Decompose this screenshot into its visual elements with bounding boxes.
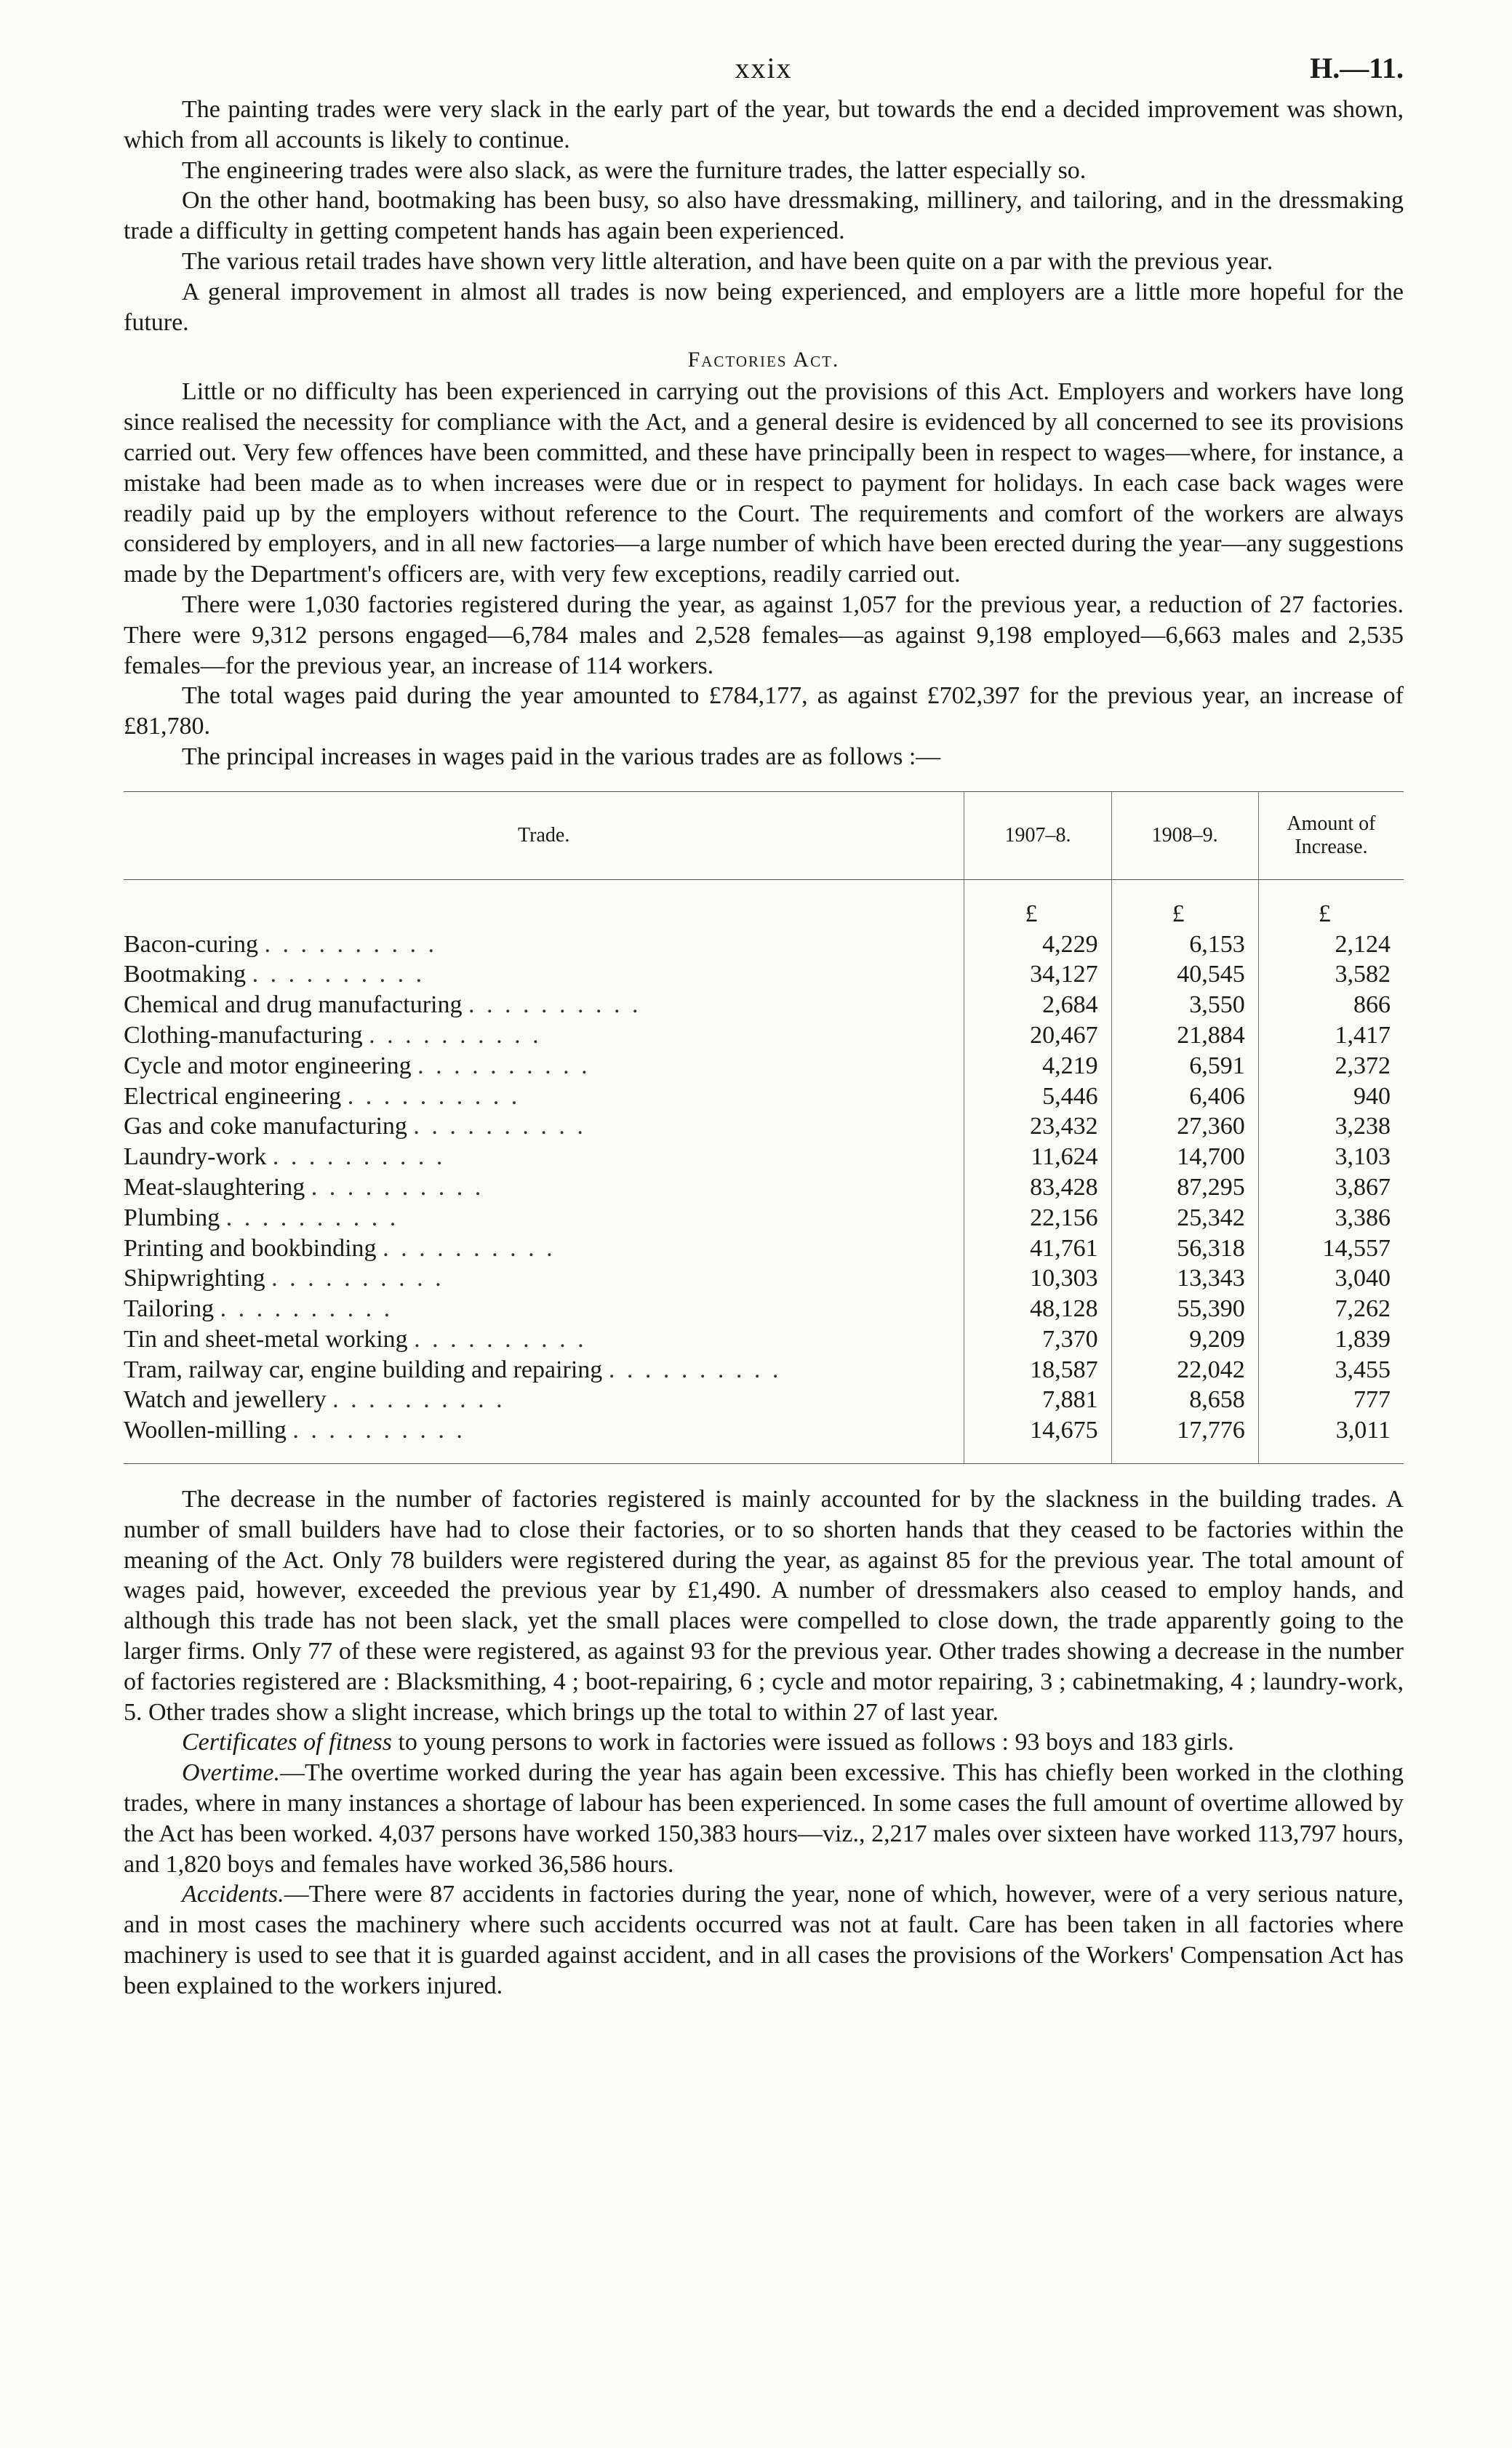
value-1907-8: 4,229 <box>964 929 1111 960</box>
trade-cell <box>124 990 964 1020</box>
header-1907-8: 1907–8. <box>964 791 1111 879</box>
paragraph-lead: Accidents. <box>182 1881 284 1908</box>
unit-increase: £ <box>1258 879 1404 929</box>
trade-cell <box>124 1051 964 1081</box>
trade-name: Laundry-work <box>124 1143 267 1171</box>
value-1907-8: 7,881 <box>964 1385 1111 1415</box>
trade-name: Bacon-curing <box>124 930 259 958</box>
value-1907-8: 41,761 <box>964 1233 1111 1264</box>
value-1908-9: 3,550 <box>1111 990 1258 1020</box>
value-1907-8: 11,624 <box>964 1142 1111 1172</box>
table-row <box>124 1263 1404 1294</box>
header-1908-9: 1908–9. <box>1111 791 1258 879</box>
trade-name: Clothing-manufacturing <box>124 1021 363 1049</box>
paragraph-lead: Certificates of fitness <box>182 1729 392 1756</box>
trade-cell <box>124 1415 964 1463</box>
value-1908-9: 21,884 <box>1111 1020 1258 1051</box>
paragraph <box>124 1727 1404 1758</box>
value-1908-9: 8,658 <box>1111 1385 1258 1415</box>
table-row <box>124 929 1404 960</box>
value-1908-9: 27,360 <box>1111 1111 1258 1142</box>
page-code: H.—11. <box>1310 52 1404 84</box>
units-spacer <box>124 879 964 929</box>
dot-leader: . . . . . . . . . . <box>271 1265 444 1292</box>
dot-leader: . . . . . . . . . . <box>468 991 641 1019</box>
value-1907-8: 5,446 <box>964 1081 1111 1112</box>
table-row <box>124 1081 1404 1112</box>
unit-1908-9: £ <box>1111 879 1258 929</box>
dot-leader: . . . . . . . . . . <box>414 1325 587 1353</box>
dot-leader: . . . . . . . . . . <box>220 1295 393 1323</box>
value-increase: 3,040 <box>1258 1263 1404 1294</box>
trade-cell <box>124 1294 964 1324</box>
value-1908-9: 9,209 <box>1111 1324 1258 1355</box>
dot-leader: . . . . . . . . . . <box>332 1386 505 1414</box>
header-trade: Trade. <box>124 791 964 879</box>
value-1907-8: 22,156 <box>964 1203 1111 1233</box>
paragraph-text: to young persons to work in factories were issued as follows : 93 boys and 183 girls. <box>391 1729 1234 1756</box>
trade-cell <box>124 1385 964 1415</box>
value-1907-8: 4,219 <box>964 1051 1111 1081</box>
value-1907-8: 7,370 <box>964 1324 1111 1355</box>
value-increase: 3,386 <box>1258 1203 1404 1233</box>
trade-name: Bootmaking <box>124 961 247 988</box>
trade-name: Watch and jewellery <box>124 1386 327 1414</box>
table-row <box>124 1203 1404 1233</box>
trade-name: Gas and coke manufacturing <box>124 1113 407 1140</box>
value-1907-8: 48,128 <box>964 1294 1111 1324</box>
wages-table <box>124 791 1404 1464</box>
paragraph <box>124 1879 1404 2001</box>
table-row <box>124 1142 1404 1172</box>
dot-leader: . . . . . . . . . . <box>272 1143 446 1171</box>
trade-name: Plumbing <box>124 1204 220 1231</box>
trade-cell <box>124 1172 964 1203</box>
header-increase: Amount of Increase. <box>1258 791 1404 879</box>
value-1908-9: 14,700 <box>1111 1142 1258 1172</box>
trade-cell <box>124 1081 964 1112</box>
trade-cell <box>124 1324 964 1355</box>
table-row <box>124 1415 1404 1463</box>
dot-leader: . . . . . . . . . . <box>413 1113 586 1140</box>
trade-cell <box>124 1142 964 1172</box>
value-1907-8: 20,467 <box>964 1020 1111 1051</box>
page-number: xxix <box>735 52 793 84</box>
dot-leader: . . . . . . . . . . <box>292 1417 465 1444</box>
page-header <box>124 51 1404 95</box>
value-1908-9: 40,545 <box>1111 959 1258 990</box>
trade-cell <box>124 1020 964 1051</box>
dot-leader: . . . . . . . . . . <box>608 1356 782 1383</box>
trade-name: Electrical engineering <box>124 1082 342 1110</box>
value-1908-9: 13,343 <box>1111 1263 1258 1294</box>
table-row <box>124 1294 1404 1324</box>
trade-name: Chemical and drug manufacturing <box>124 991 463 1019</box>
paragraph: The engineering trades were also slack, as were the furniture trades, the latter especially so. <box>182 156 1087 184</box>
value-1908-9: 25,342 <box>1111 1203 1258 1233</box>
trade-name: Tin and sheet-metal working <box>124 1325 408 1353</box>
paragraph <box>124 1758 1404 1879</box>
value-increase: 3,011 <box>1258 1415 1404 1463</box>
value-increase: 3,582 <box>1258 959 1404 990</box>
trade-cell <box>124 1111 964 1142</box>
table-row <box>124 1233 1404 1264</box>
table-body <box>124 879 1404 1463</box>
value-increase: 940 <box>1258 1081 1404 1112</box>
trade-cell <box>124 1355 964 1385</box>
paragraph: The principal increases in wages paid in the various trades are as follows :— <box>182 743 941 770</box>
value-increase: 7,262 <box>1258 1294 1404 1324</box>
value-increase: 14,557 <box>1258 1233 1404 1264</box>
value-1908-9: 6,591 <box>1111 1051 1258 1081</box>
paragraph: The various retail trades have shown very little alteration, and have been quite on a par with the previous year. <box>182 247 1273 275</box>
value-increase: 777 <box>1258 1385 1404 1415</box>
unit-1907-8: £ <box>964 879 1111 929</box>
table-row <box>124 1385 1404 1415</box>
value-1907-8: 23,432 <box>964 1111 1111 1142</box>
trade-cell <box>124 1203 964 1233</box>
value-1908-9: 55,390 <box>1111 1294 1258 1324</box>
table-row <box>124 959 1404 990</box>
table-row <box>124 1172 1404 1203</box>
section-heading: Factories Act. <box>687 348 840 372</box>
paragraph: The total wages paid during the year amounted to £784,177, as against £702,397 for the previous year, an increase of £81,780. <box>124 682 1404 740</box>
dot-leader: . . . . . . . . . . <box>417 1052 591 1079</box>
table-row <box>124 1051 1404 1081</box>
value-1908-9: 6,406 <box>1111 1081 1258 1112</box>
paragraph: On the other hand, bootmaking has been busy, so also have dressmaking, millinery, and tailoring, and in the dressmaking trade a difficulty in getting competent hands has again been experienced. <box>124 187 1404 245</box>
trade-cell <box>124 929 964 960</box>
value-1907-8: 34,127 <box>964 959 1111 990</box>
paragraph-text: —The overtime worked during the year has again been excessive. This has chiefly been worked in the clothing trades, where in many instances a shortage of labour has been experienced. In some cases the full amount of overtime allowed by the Act has been worked. 4,037 persons have worked 150,383 hours—viz., 2,217 males over sixteen have worked 113,797 hours, and 1,820 boys and females have worked 36,586 hours. <box>124 1759 1404 1878</box>
paragraph-text: —There were 87 accidents in factories during the year, none of which, however, were of a very serious nature, and in most cases the machinery where such accidents occurred was not at fault. Care has been taken in all factories where machinery is used to see that it is guarded against accident, and in all cases the provisions of the Workers' Compensation Act has been explained to the workers injured. <box>124 1881 1404 1999</box>
value-increase: 3,103 <box>1258 1142 1404 1172</box>
paragraph: A general improvement in almost all trades is now being experienced, and employers are a little more hopeful for the future. <box>124 278 1404 336</box>
value-1908-9: 87,295 <box>1111 1172 1258 1203</box>
table-row <box>124 1020 1404 1051</box>
value-increase: 3,238 <box>1258 1111 1404 1142</box>
paragraph: There were 1,030 factories registered during the year, as against 1,057 for the previous year, a reduction of 27 factories. There were 9,312 persons engaged—6,784 males and 2,528 females—as against 9,198 employed—6,663 males and 2,535 females—for the previous year, an increase of 114 workers. <box>124 591 1404 679</box>
paragraph: Little or no difficulty has been experienced in carrying out the provisions of this Act. Employers and workers have long since realised the necessity for compliance with the Act, and a general desire is evidenced by all concerned to see its provisions carried out. Very few offences have been committed, and these have principally been in respect to wages—where, for instance, a mistake had been made as to when increases were due or in respect to payment for holidays. In each case back wages were readily paid up by the employers without reference to the Court. The requirements and comfort of the workers are always considered by employers, and in all new factories—a large number of which have been erected during the year—any suggestions made by the Department's officers are, with very few exceptions, readily carried out. <box>124 378 1404 588</box>
value-1907-8: 18,587 <box>964 1355 1111 1385</box>
closing-section <box>124 1484 1404 2001</box>
value-1908-9: 56,318 <box>1111 1233 1258 1264</box>
dot-leader: . . . . . . . . . . <box>225 1204 399 1231</box>
value-increase: 866 <box>1258 990 1404 1020</box>
paragraph: The painting trades were very slack in the early part of the year, but towards the end a decided improvement was shown, which from all accounts is likely to continue. <box>124 96 1404 153</box>
dot-leader: . . . . . . . . . . <box>311 1173 484 1201</box>
value-increase: 2,124 <box>1258 929 1404 960</box>
trade-name: Tram, railway car, engine building and repairing <box>124 1356 603 1383</box>
value-increase: 1,839 <box>1258 1324 1404 1355</box>
trade-name: Shipwrighting <box>124 1265 265 1292</box>
units-row <box>124 879 1404 929</box>
trade-name: Tailoring <box>124 1295 215 1323</box>
trade-name: Woollen-milling <box>124 1417 287 1444</box>
value-1908-9: 17,776 <box>1111 1415 1258 1463</box>
factories-section <box>124 377 1404 772</box>
value-1907-8: 83,428 <box>964 1172 1111 1203</box>
intro-section <box>124 95 1404 337</box>
table-row <box>124 1324 1404 1355</box>
dot-leader: . . . . . . . . . . <box>369 1021 542 1049</box>
dot-leader: . . . . . . . . . . <box>252 961 425 988</box>
value-increase: 3,455 <box>1258 1355 1404 1385</box>
value-1907-8: 14,675 <box>964 1415 1111 1463</box>
dot-leader: . . . . . . . . . . <box>383 1234 556 1262</box>
paragraph-lead: Overtime. <box>182 1759 281 1787</box>
trade-cell <box>124 1233 964 1264</box>
trade-name: Cycle and motor engineering <box>124 1052 412 1079</box>
table-row <box>124 1355 1404 1385</box>
table-row <box>124 1111 1404 1142</box>
paragraph-text: The decrease in the number of factories registered is mainly accounted for by the slackness in the building trades. A number of small builders have had to close their factories, or to so shorten hands that they ceased to be factories within the meaning of the Act. Only 78 builders were registered during the year, as against 85 for the previous year. The total amount of wages paid, however, exceeded the previous year by £1,490. A number of dressmakers also ceased to employ hands, and although this trade has not been slack, yet the small places were compelled to close down, the trade apparently going to the larger firms. Only 77 of these were registered, as against 93 for the previous year. Other trades showing a decrease in the number of factories registered are : Blacksmithing, 4 ; boot-repairing, 6 ; cycle and motor repairing, 3 ; cabinetmaking, 4 ; laundry-work, 5. Other trades show a slight increase, which brings up the total to within 27 of last year. <box>124 1486 1404 1726</box>
document-page <box>124 51 1404 2001</box>
dot-leader: . . . . . . . . . . <box>347 1082 521 1110</box>
value-increase: 2,372 <box>1258 1051 1404 1081</box>
table-header-row <box>124 791 1404 879</box>
table-row <box>124 990 1404 1020</box>
paragraph <box>124 1484 1404 1727</box>
value-1907-8: 10,303 <box>964 1263 1111 1294</box>
trade-cell <box>124 1263 964 1294</box>
trade-cell <box>124 959 964 990</box>
value-1908-9: 6,153 <box>1111 929 1258 960</box>
trade-name: Printing and bookbinding <box>124 1234 377 1262</box>
value-1907-8: 2,684 <box>964 990 1111 1020</box>
value-1908-9: 22,042 <box>1111 1355 1258 1385</box>
dot-leader: . . . . . . . . . . <box>264 930 438 958</box>
trade-name: Meat-slaughtering <box>124 1173 305 1201</box>
value-increase: 3,867 <box>1258 1172 1404 1203</box>
value-increase: 1,417 <box>1258 1020 1404 1051</box>
